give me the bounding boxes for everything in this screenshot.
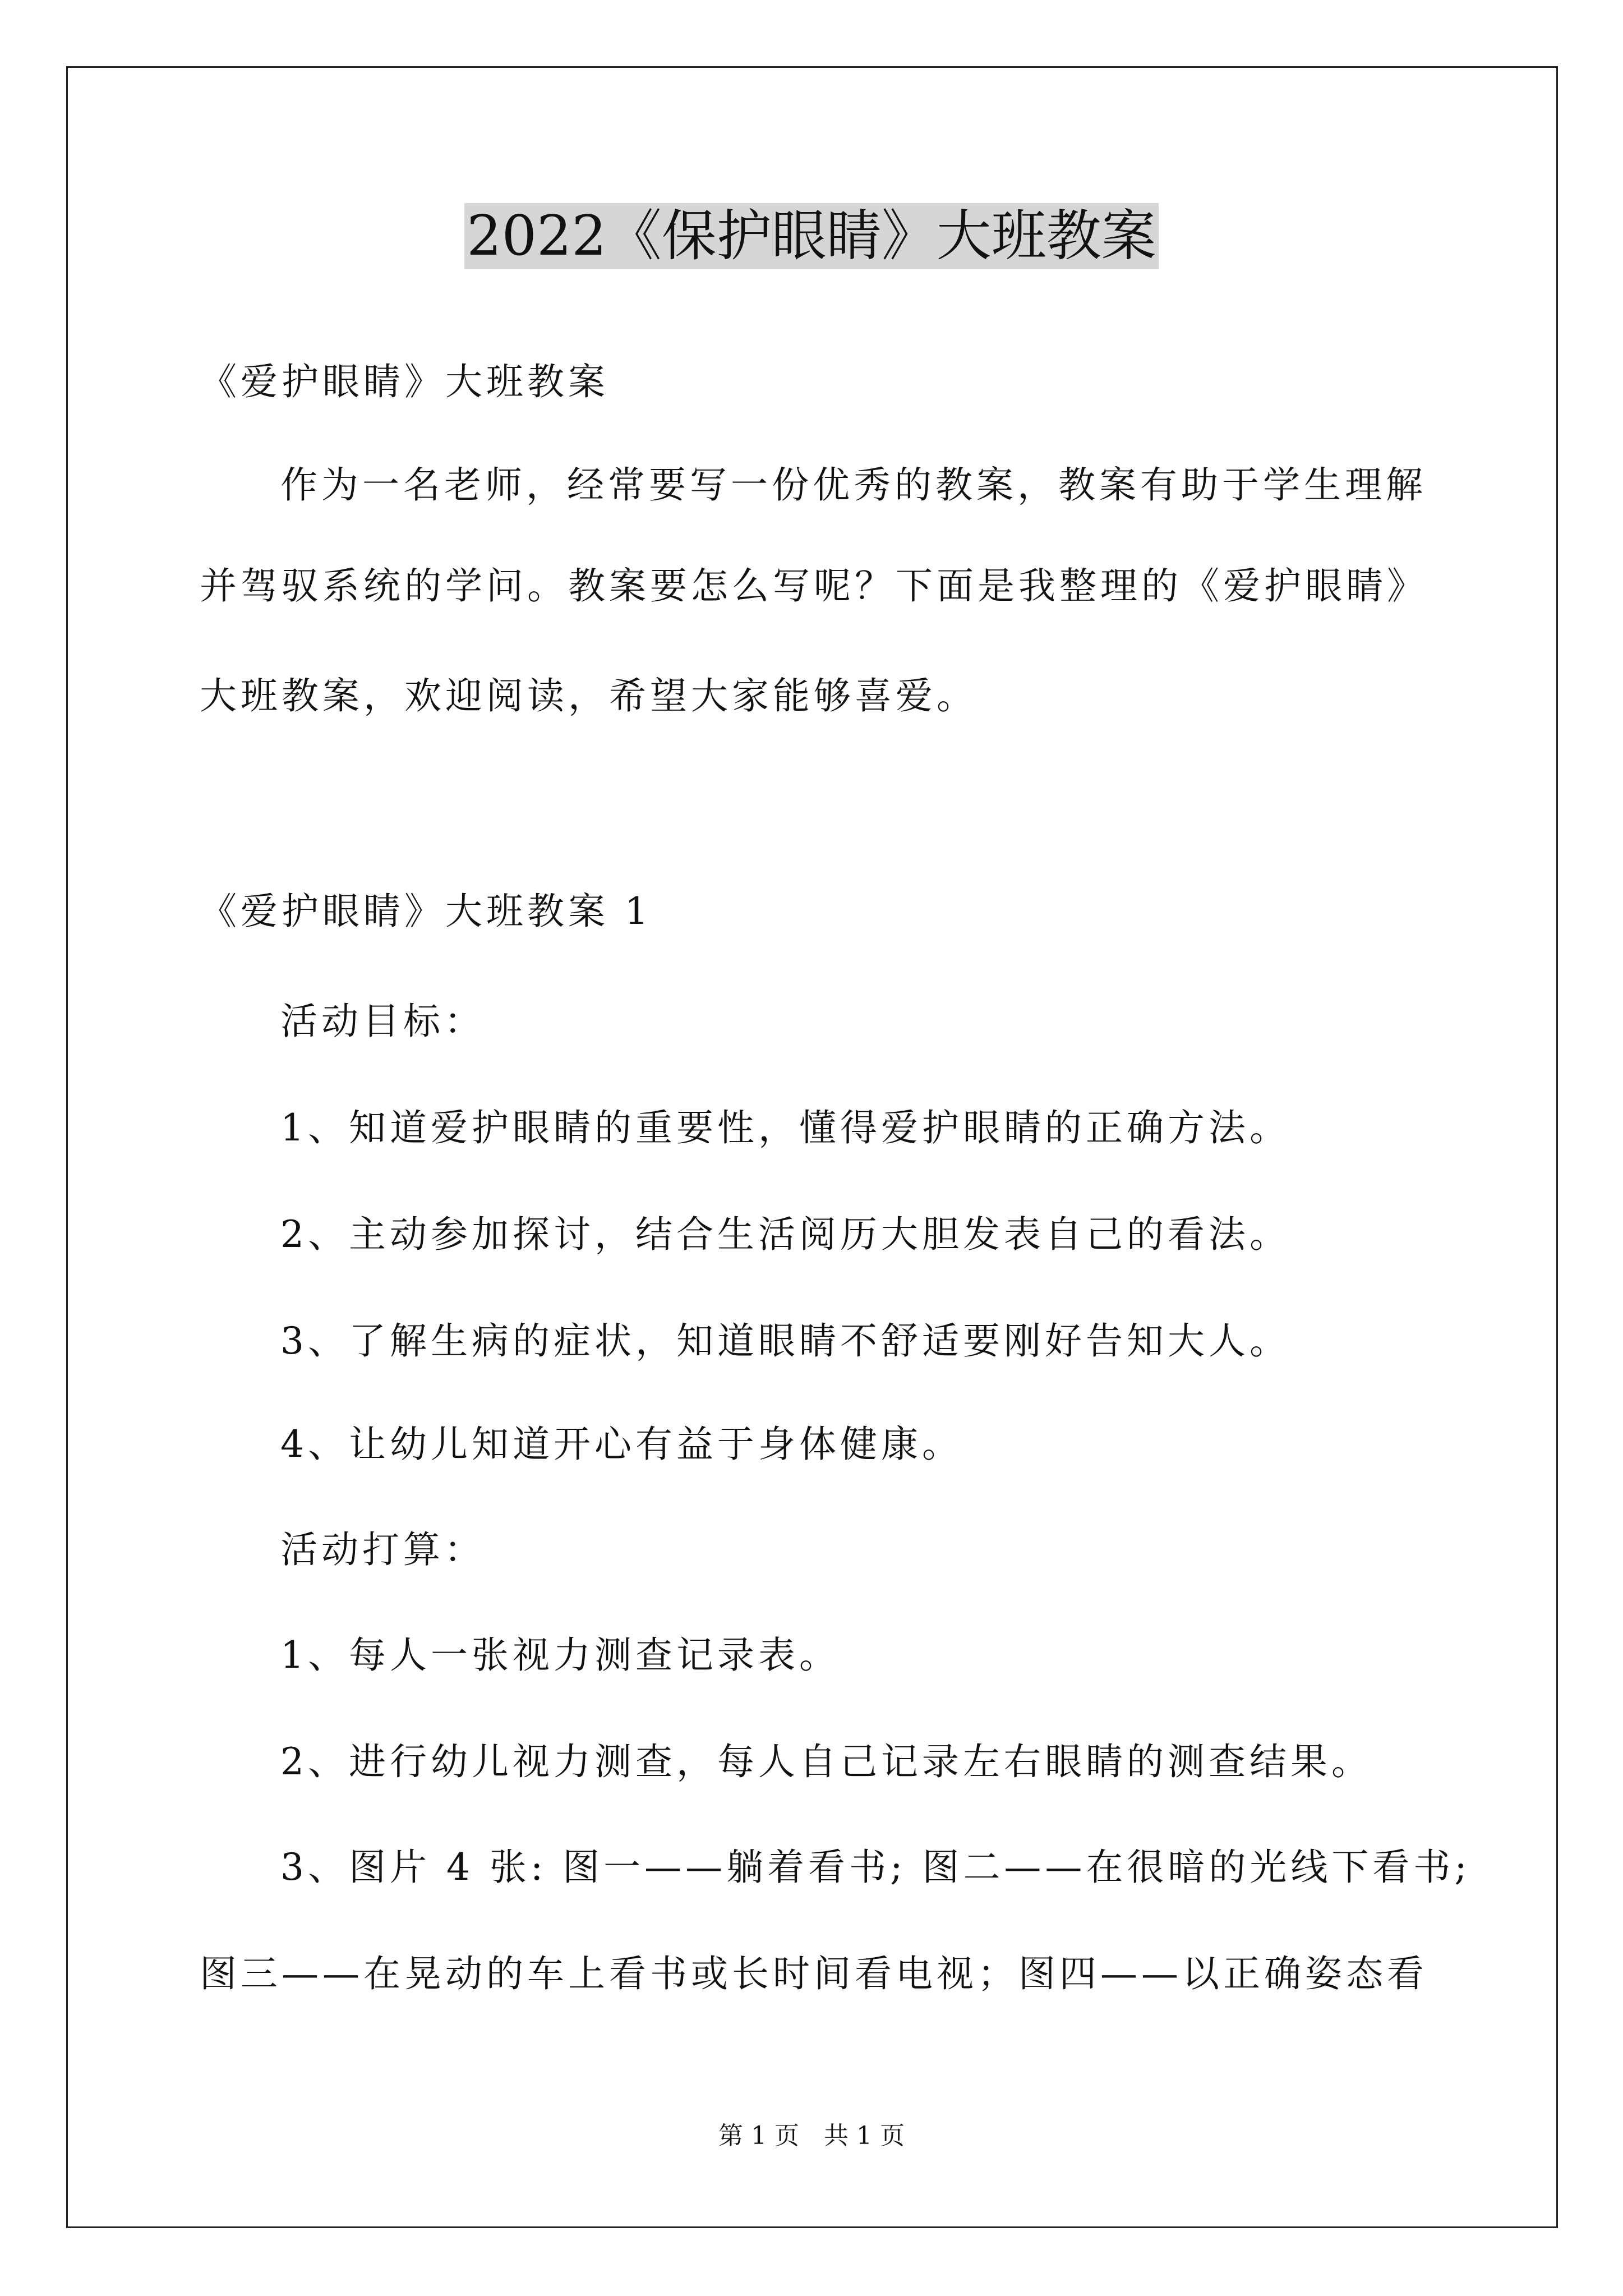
subtitle-line: 《爱护眼睛》大班教案	[200, 360, 609, 403]
document-title	[0, 200, 1623, 273]
intro-line-1: 作为一名老师，经常要写一份优秀的教案，教案有助于学生理解	[280, 463, 1427, 507]
goal-item-3: 3、了解生病的症状，知道眼睛不舒适要刚好告知大人。	[280, 1319, 1290, 1363]
goals-heading: 活动目标：	[280, 1000, 485, 1043]
title-text: 2022《保护眼睛》大班教案	[464, 203, 1158, 269]
intro-line-2: 并驾驭系统的学问。教案要怎么写呢？下面是我整理的《爱护眼睛》	[200, 564, 1428, 608]
intro-line-3: 大班教案，欢迎阅读，希望大家能够喜爱。	[200, 674, 978, 717]
goal-item-4: 4、让幼儿知道开心有益于身体健康。	[280, 1423, 963, 1466]
preparation-item-1: 1、每人一张视力测查记录表。	[280, 1634, 840, 1677]
preparation-item-2: 2、进行幼儿视力测查，每人自己记录左右眼睛的测查结果。	[280, 1740, 1372, 1783]
preparation-heading: 活动打算：	[280, 1528, 485, 1571]
goal-item-2: 2、主动参加探讨，结合生活阅历大胆发表自己的看法。	[280, 1213, 1290, 1256]
section-heading: 《爱护眼睛》大班教案 1	[200, 890, 652, 933]
preparation-item-3-continued: 图三——在晃动的车上看书或长时间看电视；图四——以正确姿态看	[200, 1952, 1428, 1995]
preparation-item-3: 3、图片 4 张: 图一——躺着看书; 图二——在很暗的光线下看书;	[280, 1846, 1471, 1889]
goal-item-1: 1、知道爱护眼睛的重要性，懂得爱护眼睛的正确方法。	[280, 1106, 1290, 1149]
page-footer: 第 1 页 共 1 页	[718, 2122, 905, 2150]
